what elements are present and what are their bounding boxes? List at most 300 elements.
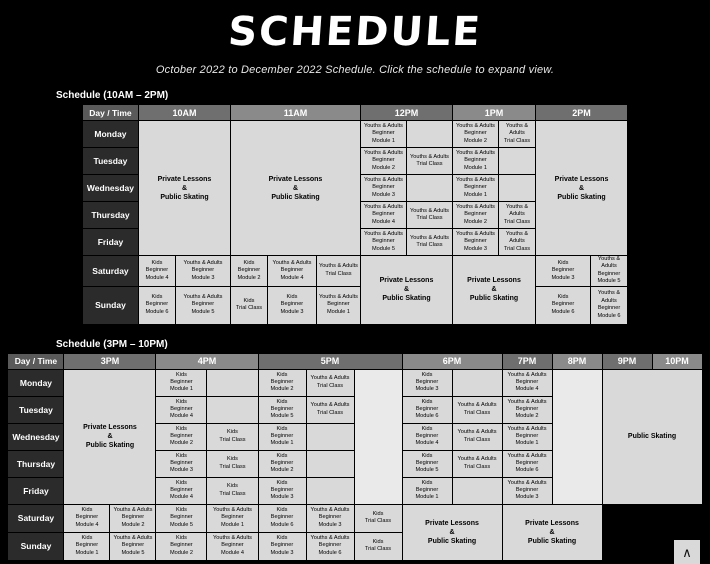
class-audience: Youths & Adults (363, 176, 403, 183)
class-slot[interactable] (499, 229, 536, 256)
class-module: Module 2 (169, 549, 193, 556)
class-slot[interactable] (207, 504, 258, 532)
schedule-am-table[interactable] (82, 104, 645, 325)
class-module: Module 2 (463, 137, 487, 144)
block-line: & (181, 184, 187, 192)
class-level: Trial Class (316, 409, 344, 416)
class-level: Beginner (515, 432, 539, 439)
private-lessons-block-12pm[interactable] (360, 256, 452, 325)
class-slot[interactable] (452, 423, 502, 450)
class-slot[interactable] (156, 396, 207, 423)
class-slot[interactable] (453, 202, 499, 229)
class-module: Module 3 (280, 308, 304, 315)
class-level: Beginner (270, 542, 294, 549)
block-line: Private Lessons (525, 519, 579, 527)
class-level: Beginner (270, 378, 294, 385)
class-audience: Kids (81, 507, 93, 514)
public-skating-block[interactable] (602, 369, 702, 504)
class-audience: Kids (372, 510, 384, 517)
class-audience: Kids (176, 398, 187, 405)
class-audience: Youths & Adults (457, 456, 497, 463)
class-slot[interactable] (360, 121, 406, 148)
class-audience: Youths & Adults (456, 122, 495, 129)
class-level: Beginner (415, 432, 439, 439)
class-level: Beginner (372, 157, 395, 164)
empty-slot[interactable] (452, 369, 502, 396)
class-module: Module 6 (145, 308, 169, 315)
block-line: Private Lessons (425, 519, 479, 527)
class-module: Module 2 (463, 218, 487, 225)
class-audience: Kids (557, 259, 569, 266)
class-level: Beginner (270, 459, 294, 466)
class-level: Trial Class (463, 463, 491, 470)
class-audience: Kids (421, 452, 433, 459)
class-module: Module 5 (191, 308, 215, 315)
class-module: Module 3 (270, 549, 294, 556)
empty-slot[interactable] (207, 396, 258, 423)
class-slot[interactable] (258, 477, 306, 504)
class-level: Beginner (280, 301, 304, 308)
class-slot[interactable] (258, 423, 306, 450)
class-level: Trial Class (463, 436, 491, 443)
class-audience: Youths & Adults (363, 230, 403, 237)
class-slot[interactable] (156, 423, 207, 450)
schedule-pm-section (0, 339, 710, 561)
class-audience: Kids (372, 538, 384, 545)
scroll-to-top-icon[interactable]: ∧ (674, 540, 700, 564)
class-level: Beginner (464, 157, 487, 164)
empty-slot[interactable] (306, 450, 354, 477)
class-slot[interactable] (591, 286, 628, 324)
class-level: Beginner (597, 305, 621, 312)
block-line: & (449, 528, 455, 536)
class-level: Trial Class (219, 436, 246, 443)
class-audience: Kids (557, 294, 569, 301)
block-line: & (107, 433, 113, 441)
class-slot[interactable] (258, 369, 306, 396)
class-audience: Youths & Adults (505, 122, 529, 137)
class-level: Beginner (270, 514, 294, 521)
class-slot[interactable] (591, 256, 628, 287)
class-level: Beginner (372, 238, 395, 245)
class-level: Beginner (415, 486, 439, 493)
class-slot[interactable] (402, 396, 452, 423)
class-module: Module 5 (169, 521, 193, 528)
class-audience: Youths & Adults (318, 294, 358, 301)
empty-slot[interactable] (207, 369, 258, 396)
class-level: Beginner (515, 405, 539, 412)
class-audience: Youths & Adults (507, 371, 547, 378)
class-level: Beginner (372, 211, 395, 218)
class-audience: Kids (276, 479, 288, 486)
class-audience: Youths & Adults (113, 507, 153, 514)
block-line: & (403, 286, 410, 294)
class-audience: Youths & Adults (505, 203, 529, 218)
class-audience: Kids (176, 479, 187, 486)
class-level: Beginner (191, 267, 215, 274)
class-audience: Kids (81, 535, 93, 542)
class-module: Module 6 (551, 308, 575, 315)
class-slot[interactable] (502, 423, 552, 450)
class-audience: Youths & Adults (457, 402, 497, 409)
class-audience: Youths & Adults (456, 203, 495, 210)
class-module: Module 2 (121, 521, 145, 528)
block-line: Private Lessons (467, 277, 521, 285)
class-level: Trial Class (503, 218, 531, 225)
class-level: Beginner (372, 184, 395, 191)
class-slot[interactable] (175, 286, 230, 324)
block-line: Private Lessons (83, 424, 137, 432)
day-label-thursday: Thursday (8, 450, 64, 477)
class-level: Beginner (170, 432, 193, 439)
page-subtitle: October 2022 to December 2022 Schedule. Click the schedule to expand view. (155, 64, 555, 76)
empty-slot[interactable] (406, 121, 452, 148)
class-slot[interactable] (452, 396, 502, 423)
class-audience: Youths & Adults (183, 294, 223, 301)
class-audience: Kids (276, 452, 288, 459)
class-slot[interactable] (354, 504, 402, 532)
class-level: Trial Class (416, 242, 443, 248)
class-module: Module 4 (169, 494, 193, 501)
empty-slot[interactable] (406, 175, 452, 202)
class-slot[interactable] (230, 286, 267, 324)
class-slot[interactable] (406, 229, 452, 256)
class-level: Trial Class (416, 215, 443, 221)
class-audience: Youths & Adults (113, 535, 153, 542)
day-label-sunday: Sunday (8, 532, 64, 560)
class-level: Beginner (221, 542, 244, 549)
class-slot[interactable] (138, 256, 175, 287)
header-hour-4pm: 4PM (156, 353, 258, 369)
class-slot[interactable] (267, 256, 316, 287)
class-slot[interactable] (453, 148, 499, 175)
block-line: Private Lessons (157, 175, 212, 183)
class-level: Beginner (121, 514, 145, 521)
block-line: Public Skating (527, 537, 577, 545)
table-row (82, 256, 627, 287)
class-audience: Youths & Adults (456, 149, 495, 156)
schedule-pm-label: Schedule (3PM – 10PM) (56, 338, 168, 350)
class-module: Module 6 (415, 413, 439, 420)
class-module: Module 2 (515, 413, 539, 420)
day-label-wednesday: Wednesday (82, 175, 138, 202)
schedule-am-section (0, 90, 710, 325)
class-slot[interactable] (402, 477, 452, 504)
class-slot[interactable] (316, 256, 360, 287)
block-line: & (578, 184, 585, 192)
block-line: & (292, 184, 299, 192)
class-audience: Kids (421, 398, 433, 405)
class-audience: Kids (276, 535, 288, 542)
class-slot[interactable] (452, 450, 502, 477)
class-slot[interactable] (453, 121, 499, 148)
class-slot[interactable] (453, 229, 499, 256)
class-slot[interactable] (267, 286, 316, 324)
day-label-tuesday: Tuesday (82, 148, 138, 175)
block-line: Public Skating (85, 442, 135, 450)
empty-slot[interactable] (499, 148, 536, 175)
class-level: Beginner (191, 301, 215, 308)
empty-slot[interactable] (499, 175, 536, 202)
header-hour-8pm: 8PM (552, 353, 602, 369)
header-hour-7pm: 7PM (502, 353, 552, 369)
class-level: Beginner (221, 514, 244, 521)
class-module: Module 6 (515, 467, 539, 474)
private-lessons-block-6pm[interactable] (402, 504, 502, 560)
day-label-wednesday: Wednesday (8, 423, 64, 450)
class-audience: Kids (151, 294, 163, 301)
class-slot[interactable] (499, 202, 536, 229)
class-slot[interactable] (64, 504, 110, 532)
class-audience: Youths & Adults (310, 535, 350, 542)
class-level: Beginner (170, 514, 193, 521)
class-level: Trial Class (416, 161, 443, 167)
class-audience: Youths & Adults (363, 122, 403, 129)
table-row (8, 504, 702, 532)
header-hour-2pm: 2PM (536, 105, 628, 121)
class-module: Module 4 (280, 274, 304, 281)
block-line: & (491, 286, 497, 294)
class-slot[interactable] (306, 532, 354, 560)
class-audience: Kids (176, 507, 187, 514)
empty-slot[interactable] (306, 477, 354, 504)
class-audience: Youths & Adults (363, 203, 403, 210)
class-level: Beginner (515, 459, 539, 466)
class-slot[interactable] (453, 175, 499, 202)
class-audience: Youths & Adults (507, 452, 547, 459)
class-audience: Youths & Adults (310, 402, 350, 409)
class-audience: Kids (176, 535, 187, 542)
class-level: Trial Class (219, 463, 246, 470)
class-level: Beginner (121, 542, 145, 549)
class-level: Beginner (415, 459, 439, 466)
class-audience: Kids (276, 425, 288, 432)
block-line: Public Skating (382, 295, 431, 303)
header-day-time: Day / Time (82, 105, 138, 121)
class-slot[interactable] (175, 256, 230, 287)
class-audience: Kids (151, 259, 163, 266)
class-slot[interactable] (402, 450, 452, 477)
schedule-page (0, 10, 710, 564)
class-slot[interactable] (360, 202, 406, 229)
class-slot[interactable] (258, 396, 306, 423)
class-level: Beginner (551, 267, 575, 274)
schedule-am-label: Schedule (10AM – 2PM) (56, 90, 169, 101)
class-audience: Youths & Adults (363, 149, 403, 156)
class-audience: Youths & Adults (183, 259, 223, 266)
class-slot[interactable] (536, 256, 591, 287)
class-slot[interactable] (207, 532, 258, 560)
class-module: Module 6 (270, 521, 294, 528)
class-audience: Kids (243, 259, 255, 266)
class-slot[interactable] (499, 121, 536, 148)
class-level: Beginner (464, 238, 487, 245)
header-hour-9pm: 9PM (602, 353, 652, 369)
class-slot[interactable] (138, 286, 175, 324)
class-audience: Youths & Adults (507, 479, 547, 486)
class-module: Module 1 (270, 440, 294, 447)
day-label-friday: Friday (82, 229, 138, 256)
header-hour-6pm: 6PM (402, 353, 502, 369)
class-slot[interactable] (156, 369, 207, 396)
class-level: Beginner (170, 486, 193, 493)
block-line: Public Skating (271, 193, 320, 201)
day-label-friday: Friday (8, 477, 64, 504)
header-hour-3pm: 3PM (64, 353, 156, 369)
private-lessons-block-3pm[interactable] (64, 369, 156, 504)
class-module: Module 2 (270, 386, 294, 393)
class-slot[interactable] (110, 532, 156, 560)
class-level: Beginner (280, 267, 304, 274)
class-level: Beginner (170, 378, 193, 385)
class-slot[interactable] (502, 396, 552, 423)
class-slot[interactable] (360, 175, 406, 202)
class-module: Module 1 (515, 440, 539, 447)
header-hour-11am: 11AM (230, 105, 360, 121)
class-audience: Kids (227, 429, 238, 436)
class-slot[interactable] (207, 423, 258, 450)
class-slot[interactable] (306, 396, 354, 423)
header-day-time: Day / Time (8, 353, 64, 369)
class-module: Module 3 (463, 245, 487, 252)
class-slot[interactable] (406, 202, 452, 229)
class-audience: Youths & Adults (456, 230, 495, 237)
class-level: Beginner (270, 405, 294, 412)
class-slot[interactable] (64, 532, 110, 560)
class-audience: Youths & Adults (318, 263, 358, 270)
class-module: Module 1 (463, 191, 487, 198)
class-slot[interactable] (536, 286, 591, 324)
header-hour-10am: 10AM (138, 105, 230, 121)
class-module: Module 5 (415, 467, 439, 474)
class-slot[interactable] (502, 450, 552, 477)
private-lessons-block-10am[interactable] (138, 121, 230, 256)
class-slot[interactable] (406, 148, 452, 175)
class-module: Module 1 (220, 521, 244, 528)
class-slot[interactable] (110, 504, 156, 532)
class-audience: Youths & Adults (507, 425, 547, 432)
day-label-saturday: Saturday (8, 504, 64, 532)
class-slot[interactable] (258, 450, 306, 477)
class-module: Module 3 (169, 467, 193, 474)
class-slot[interactable] (207, 450, 258, 477)
class-audience: Youths & Adults (410, 153, 449, 160)
class-slot[interactable] (207, 477, 258, 504)
private-lessons-block-7pm[interactable] (502, 504, 602, 560)
class-audience: Youths & Adults (410, 234, 449, 241)
private-lessons-block-1pm[interactable] (453, 256, 536, 325)
class-level: Beginner (170, 459, 193, 466)
class-module: Module 6 (318, 549, 342, 556)
class-audience: Youths & Adults (410, 207, 449, 214)
class-level: Beginner (145, 267, 169, 274)
open-slot[interactable] (354, 369, 402, 504)
class-slot[interactable] (402, 423, 452, 450)
class-audience: Kids (243, 297, 255, 304)
block-line: Public Skating (160, 193, 209, 201)
class-module: Module 4 (371, 218, 395, 225)
class-slot[interactable] (354, 532, 402, 560)
class-module: Module 2 (270, 467, 294, 474)
class-level: Trial Class (364, 518, 392, 525)
day-label-tuesday: Tuesday (8, 396, 64, 423)
class-slot[interactable] (502, 369, 552, 396)
class-slot[interactable] (360, 148, 406, 175)
day-label-thursday: Thursday (82, 202, 138, 229)
class-slot[interactable] (258, 532, 306, 560)
class-slot[interactable] (258, 504, 306, 532)
class-module: Module 3 (551, 274, 575, 281)
class-level: Beginner (237, 267, 261, 274)
class-module: Module 4 (220, 549, 244, 556)
block-line: Public Skating (469, 295, 519, 303)
class-level: Trial Class (364, 546, 392, 553)
class-module: Module 2 (237, 274, 261, 281)
class-audience: Kids (421, 479, 433, 486)
private-lessons-block-2pm[interactable] (536, 121, 628, 256)
class-slot[interactable] (502, 477, 552, 504)
class-module: Module 4 (145, 274, 169, 281)
class-slot[interactable] (316, 286, 360, 324)
class-level: Beginner (270, 432, 294, 439)
class-level: Beginner (318, 514, 342, 521)
header-hour-12pm: 12PM (360, 105, 452, 121)
class-slot[interactable] (402, 369, 452, 396)
class-module: Module 3 (318, 521, 342, 528)
class-audience: Kids (176, 425, 187, 432)
class-module: Module 1 (326, 308, 350, 315)
class-module: Module 5 (121, 549, 145, 556)
class-level: Beginner (170, 405, 193, 412)
class-level: Beginner (515, 378, 539, 385)
table-row: Sunday Kids Beginner Module 6 Youths & Adults Beginner Module 5 Kids Trial Class Kids Beginner Module 3 Youths & Adults Beginner Module 1 Kids Beginner Module 6 Youths & Adults Beginner Module 6 Youths & Adults Trial Class (82, 286, 627, 324)
class-audience: Kids (227, 483, 238, 490)
class-audience: Kids (176, 371, 187, 378)
class-module: Module 3 (371, 191, 395, 198)
open-slot[interactable] (552, 369, 602, 504)
class-level: Beginner (415, 378, 439, 385)
class-audience: Youths & Adults (505, 230, 529, 245)
class-module: Module 5 (270, 413, 294, 420)
class-slot[interactable] (306, 369, 354, 396)
class-module: Module 4 (75, 521, 99, 528)
class-module: Module 2 (169, 440, 193, 447)
empty-slot[interactable] (306, 423, 354, 450)
class-slot[interactable] (230, 256, 267, 287)
class-module: Module 5 (371, 245, 395, 252)
class-slot[interactable] (360, 229, 406, 256)
table-row (8, 369, 702, 396)
class-level: Beginner (415, 405, 439, 412)
private-lessons-block-11am[interactable] (230, 121, 360, 256)
class-audience: Youths & Adults (310, 507, 350, 514)
class-level: Beginner (551, 301, 575, 308)
class-slot[interactable] (156, 504, 207, 532)
class-slot[interactable] (156, 450, 207, 477)
class-audience: Youths & Adults (272, 259, 312, 266)
class-slot[interactable] (156, 477, 207, 504)
class-module: Module 3 (191, 274, 215, 281)
class-slot[interactable] (306, 504, 354, 532)
schedule-pm-table[interactable] (7, 353, 702, 561)
class-module: Module 5 (597, 278, 621, 285)
class-audience: Kids (227, 456, 238, 463)
empty-slot[interactable] (452, 477, 502, 504)
class-module: Module 3 (270, 494, 294, 501)
class-audience: Youths & Adults (213, 535, 252, 542)
class-module: Module 2 (371, 164, 395, 171)
class-slot[interactable] (156, 532, 207, 560)
